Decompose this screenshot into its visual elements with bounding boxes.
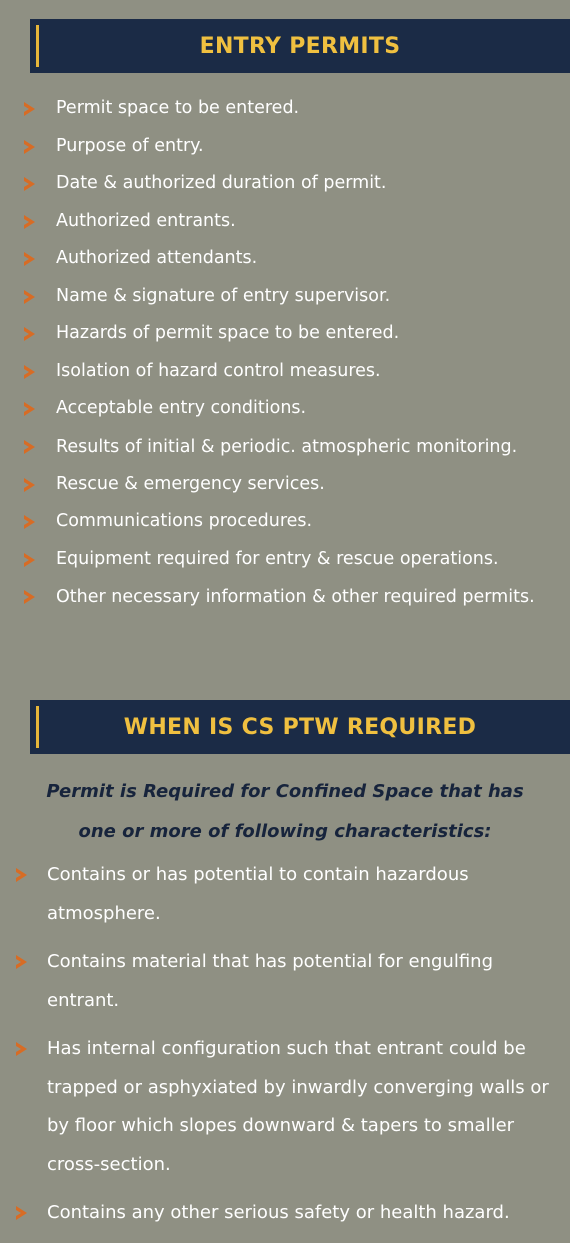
arrow-bullet-icon (16, 955, 27, 969)
arrow-bullet-icon (24, 365, 35, 379)
list-item: Authorized entrants. (22, 203, 562, 241)
arrow-bullet-icon (24, 140, 35, 154)
intro-line-2: one or more of following characteristics: (78, 821, 492, 842)
entry-permits-title: ENTRY PERMITS (199, 33, 401, 59)
list-item: Hazards of permit space to be entered. (22, 315, 562, 353)
cs-ptw-header (30, 700, 570, 754)
requirement-intro (0, 772, 570, 852)
arrow-bullet-icon (24, 590, 35, 604)
list-item: Date & authorized duration of permit. (22, 165, 562, 203)
arrow-bullet-icon (24, 553, 35, 567)
arrow-bullet-icon (16, 868, 27, 882)
arrow-bullet-icon (24, 515, 35, 529)
list-item: Has internal configuration such that entrant could be trapped or asphyxiated by inwardly converging walls or by floor which slopes downward & tapers to smaller cross-section. (14, 1030, 562, 1184)
list-item: Contains any other serious safety or health hazard. (14, 1194, 562, 1233)
arrow-bullet-icon (24, 327, 35, 341)
entry-permits-header (30, 19, 570, 73)
entry-permits-list (22, 90, 562, 616)
list-item: Purpose of entry. (22, 128, 562, 166)
list-item: Contains or has potential to contain hazardous atmosphere. (14, 856, 562, 933)
list-item: Communications procedures. (22, 503, 562, 541)
list-item: Results of initial & periodic. atmospheric monitoring. (22, 428, 562, 466)
arrow-bullet-icon (24, 102, 35, 116)
cs-ptw-title: WHEN IS CS PTW REQUIRED (123, 714, 477, 740)
list-item: Equipment required for entry & rescue operations. (22, 541, 562, 579)
arrow-bullet-icon (24, 215, 35, 229)
arrow-bullet-icon (24, 252, 35, 266)
arrow-bullet-icon (24, 290, 35, 304)
arrow-bullet-icon (16, 1206, 27, 1220)
list-item: Contains material that has potential for engulfing entrant. (14, 943, 562, 1020)
list-item: Authorized attendants. (22, 240, 562, 278)
intro-line-1: Permit is Required for Confined Space that has (46, 781, 524, 802)
arrow-bullet-icon (16, 1042, 27, 1056)
arrow-bullet-icon (24, 177, 35, 191)
characteristics-list (14, 856, 562, 1243)
arrow-bullet-icon (24, 402, 35, 416)
list-item: Acceptable entry conditions. (22, 390, 562, 428)
arrow-bullet-icon (24, 478, 35, 492)
list-item: Isolation of hazard control measures. (22, 353, 562, 391)
list-item: Permit space to be entered. (22, 90, 562, 128)
list-item: Name & signature of entry supervisor. (22, 278, 562, 316)
arrow-bullet-icon (24, 440, 35, 454)
list-item: Rescue & emergency services. (22, 466, 562, 504)
list-item: Other necessary information & other required permits. (22, 578, 562, 616)
